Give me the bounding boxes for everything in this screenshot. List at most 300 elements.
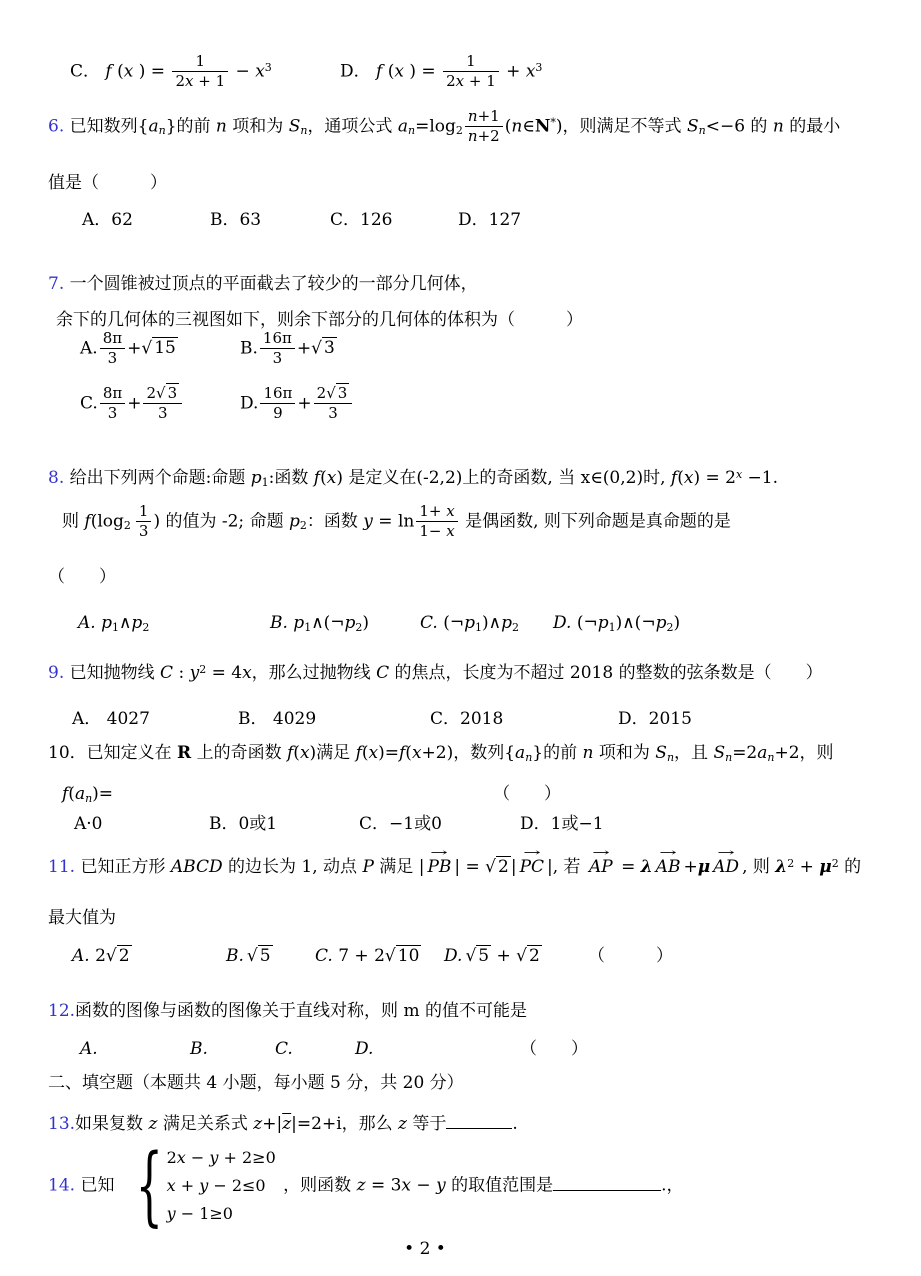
- math-var: n: [467, 107, 478, 125]
- text-run: +2，则: [774, 743, 834, 763]
- q8-line-3: [48, 566, 116, 588]
- text-run: 二、填空题（本题共 4 小题，每小题 5 分，共 20 分）: [48, 1073, 464, 1093]
- q12-paren: [520, 1038, 588, 1060]
- superscript: *: [550, 115, 556, 129]
- q8-option-a: [78, 612, 149, 634]
- subscript: n: [158, 124, 166, 138]
- vector-arrow-icon: →: [523, 846, 541, 860]
- text-run: −: [185, 1148, 210, 1167]
- subscript: 1: [261, 476, 269, 490]
- text-run: ): [362, 613, 370, 633]
- subscript: 2: [455, 124, 463, 138]
- text-run: +: [175, 1175, 200, 1195]
- system-rows: [167, 1148, 276, 1224]
- text-run: ，通项公式: [307, 116, 398, 137]
- text-run: =: [615, 857, 641, 877]
- text-run: 一个圆锥被过顶点的平面截去了较少的一部分几何体，: [69, 274, 478, 294]
- text-run: 的焦点，长度为不超过 2018 的整数的弦条数是（ ）: [389, 663, 823, 683]
- math-var: x: [455, 72, 465, 91]
- text-run: )∧: [481, 613, 502, 633]
- text-run: (¬: [437, 613, 465, 633]
- text-run: |: [418, 857, 425, 877]
- math-var: y: [166, 1203, 176, 1223]
- radical-sign-icon: √: [485, 857, 496, 877]
- vector-arrow-icon: →: [430, 846, 449, 860]
- text-run: )=: [92, 784, 114, 804]
- math-var: p: [250, 468, 262, 488]
- text-run: (: [405, 743, 412, 763]
- fraction-numerator: [443, 53, 499, 71]
- fraction-denominator: [260, 348, 295, 367]
- text-run: +: [296, 338, 312, 359]
- subscript: n: [698, 124, 706, 138]
- vector-arrow-icon: →: [659, 846, 677, 860]
- text-run: +: [491, 946, 517, 966]
- text-run: =log: [415, 116, 456, 137]
- vector-body: PB: [427, 857, 452, 877]
- vector: [713, 846, 740, 878]
- radical-sign-icon: √: [246, 946, 258, 966]
- math-var: f: [287, 743, 294, 763]
- subscript: n: [725, 751, 733, 765]
- brace-mark-icon: {: [135, 1135, 163, 1236]
- text-run: )，则满足不等式: [555, 116, 687, 137]
- text-run: +: [127, 338, 142, 359]
- fraction-numerator: [314, 385, 353, 403]
- fraction: [416, 503, 457, 541]
- math-var: C: [160, 663, 174, 683]
- text-run: 2: [316, 384, 327, 402]
- text-run: A.: [80, 338, 98, 359]
- q8-option-c: [420, 612, 519, 634]
- text-run: 3: [107, 349, 118, 368]
- text-run: D.: [240, 393, 259, 414]
- text-run: (: [111, 61, 124, 82]
- subscript: 2: [299, 519, 307, 533]
- radical: [516, 945, 542, 966]
- question-number: 8.: [48, 468, 70, 488]
- text-run: 函数的图像与函数的图像关于直线对称，则 m 的值不可能是: [75, 1001, 527, 1021]
- text-run: =2: [732, 743, 758, 763]
- math-var: y: [199, 1175, 209, 1195]
- q10-option-b: [209, 813, 277, 835]
- q13-line: [48, 1112, 518, 1135]
- math-var: a: [397, 116, 408, 137]
- q9-option-d: [618, 708, 692, 730]
- text-run: C．: [70, 61, 106, 82]
- text-run: 1: [195, 52, 206, 70]
- superscript: 2: [787, 856, 795, 870]
- math-var: f: [355, 743, 362, 763]
- fraction-denominator: [443, 71, 499, 90]
- page-number: [0, 1238, 850, 1260]
- radicand: 5: [259, 946, 271, 966]
- fraction-numerator: [172, 53, 228, 71]
- text-run: A·0: [74, 814, 103, 834]
- text-run: (: [382, 61, 395, 82]
- fraction-denominator: [172, 71, 228, 90]
- text-run: )∧(¬: [615, 613, 656, 633]
- subscript: n: [666, 751, 675, 765]
- radical-sign-icon: √: [465, 946, 477, 966]
- math-var: a: [757, 743, 768, 763]
- math-var: z: [148, 1114, 158, 1135]
- text-run: }的前: [532, 743, 583, 763]
- text-run: , 则: [742, 857, 776, 877]
- vector-arrow-icon: →: [717, 846, 735, 860]
- q11-option-c: [315, 945, 421, 967]
- text-run: ) 是定义在(-2,2)上的奇函数, 当 x∈(0,2)时,: [336, 468, 671, 488]
- text-run: − 2≤0: [208, 1175, 266, 1195]
- q10-option-a: [74, 813, 103, 835]
- math-var: x: [185, 72, 194, 91]
- subscript: 1: [111, 621, 119, 635]
- text-run: 满足关系式: [157, 1114, 254, 1135]
- text-run: 已知: [75, 1175, 120, 1196]
- radical-sign-icon: √: [311, 338, 322, 359]
- text-run: .，: [661, 1175, 684, 1196]
- radicand: 2: [118, 946, 130, 966]
- text-run: 7 + 2: [332, 946, 385, 966]
- math-var: p: [288, 511, 300, 532]
- question-number: 14.: [48, 1175, 76, 1196]
- vector-body: AB: [655, 857, 681, 877]
- math-bold-var: μ: [819, 857, 832, 877]
- math-var: a: [74, 784, 86, 804]
- text-run: )=: [378, 743, 399, 763]
- superscript: 2: [831, 856, 839, 870]
- text-run: ，那么过抛物线: [251, 663, 377, 683]
- text-run: +: [297, 393, 312, 414]
- text-run: 给出下列两个命题:命题: [69, 468, 251, 488]
- question-number: 7.: [48, 274, 70, 294]
- math-var: C.: [275, 1039, 293, 1059]
- vector-body: AD: [713, 857, 740, 877]
- math-var: x: [394, 61, 404, 82]
- vector: [588, 846, 613, 878]
- subscript: 2: [142, 621, 150, 635]
- q10-option-c: [359, 813, 442, 835]
- text-run: :函数: [268, 468, 314, 488]
- subscript: n: [525, 751, 533, 765]
- text-run: + 1: [193, 72, 226, 91]
- math-var: p: [344, 613, 356, 633]
- text-run: |: [547, 857, 553, 877]
- text-run: 如果复数: [75, 1114, 149, 1135]
- math-var: C.: [420, 613, 438, 633]
- q9-option-c: [430, 708, 503, 730]
- vector-body: AP: [588, 857, 613, 877]
- fraction-denominator: [416, 521, 457, 540]
- text-run: B．0或1: [209, 814, 278, 834]
- subscript: 1: [474, 621, 482, 635]
- text-run: (: [504, 116, 512, 137]
- text-run: (: [293, 743, 300, 763]
- text-run: −: [230, 61, 256, 82]
- fraction-numerator: [465, 108, 503, 126]
- radical-sign-icon: √: [326, 384, 336, 402]
- text-run: D．1或−1: [520, 814, 604, 834]
- radicand: 15: [154, 338, 176, 359]
- math-var: z: [253, 1114, 263, 1135]
- text-run: 的: [838, 857, 862, 877]
- text-run: ) =: [403, 61, 442, 82]
- math-var: A.: [80, 1039, 98, 1059]
- subscript: 1: [304, 621, 312, 635]
- radical: [156, 383, 179, 402]
- subscript: 2: [666, 621, 674, 635]
- q7-option-c: [80, 385, 184, 423]
- text-run: 2: [166, 1148, 177, 1167]
- q7-option-d: [240, 385, 354, 423]
- system-row: [167, 1176, 276, 1197]
- math-var: p: [501, 613, 512, 633]
- radical-sign-icon: √: [156, 384, 166, 402]
- text-run: | =: [454, 857, 486, 877]
- vector: [427, 846, 452, 878]
- text-run: (: [361, 743, 369, 763]
- text-run: +: [127, 393, 142, 414]
- superscript: 3: [535, 60, 543, 74]
- answer-blank: [553, 1174, 661, 1191]
- fraction: [100, 385, 125, 423]
- math-var: B.: [190, 1039, 208, 1059]
- math-var: f: [105, 61, 112, 82]
- text-run: |=2+i，那么: [291, 1114, 399, 1135]
- math-var: x: [446, 502, 455, 520]
- math-var: z: [356, 1175, 366, 1196]
- text-run: B．63: [210, 210, 262, 230]
- vector-arrow-icon: →: [592, 846, 610, 860]
- text-run: ) = 2: [693, 468, 736, 488]
- text-run: A． 4027: [72, 709, 150, 729]
- fraction-denominator: [143, 403, 182, 422]
- text-run: 项和为: [593, 743, 656, 763]
- math-var: f: [84, 511, 91, 532]
- math-var: ABCD: [170, 857, 223, 877]
- fraction-numerator: [260, 330, 295, 348]
- math-var: x: [683, 468, 694, 488]
- text-run: C．2018: [430, 709, 504, 729]
- radical: [106, 945, 132, 966]
- text-run: C.: [80, 393, 98, 414]
- text-run: 的取值范围是: [445, 1175, 554, 1196]
- text-run: (: [677, 468, 684, 488]
- text-run: D．: [340, 61, 377, 82]
- question-number: 12.: [48, 1001, 76, 1021]
- text-run: − 1≥0: [175, 1203, 233, 1223]
- text-run: （ ）: [48, 567, 116, 587]
- subscript: 1: [608, 621, 616, 635]
- math-var: f: [399, 743, 406, 763]
- section-2-header: [48, 1072, 464, 1094]
- text-run: +1: [477, 107, 500, 125]
- superscript: 3: [264, 60, 272, 74]
- answer-blank: [446, 1112, 512, 1129]
- fraction: [143, 385, 182, 423]
- radicand: 2: [498, 857, 509, 877]
- math-bold-var: λ: [775, 857, 788, 877]
- q8-line-1: [48, 467, 778, 489]
- text-run: (¬: [571, 613, 598, 633]
- radical-sign-icon: √: [105, 946, 117, 966]
- text-run: + 1: [464, 72, 496, 91]
- text-run: 2: [446, 72, 456, 91]
- text-run: +: [683, 857, 698, 877]
- vector: [655, 846, 681, 878]
- text-run: +: [500, 61, 526, 82]
- text-run: 1: [138, 502, 149, 520]
- math-var: P: [362, 857, 374, 877]
- fraction-numerator: [260, 385, 295, 403]
- q7-option-a: [80, 330, 178, 368]
- text-run: .: [512, 1114, 518, 1135]
- math-var: x: [166, 1175, 176, 1195]
- text-run: B． 4029: [238, 709, 317, 729]
- q11-line-2: [48, 907, 116, 929]
- q7-line-1: [48, 273, 478, 295]
- q9-option-a: [72, 708, 150, 730]
- text-run: 8π: [102, 384, 123, 402]
- q11-line-1: [48, 846, 862, 878]
- fraction: [260, 330, 295, 368]
- fraction-denominator: [260, 403, 295, 422]
- text-run: 3: [158, 404, 168, 423]
- text-run: ): [673, 613, 681, 633]
- text-run: 的边长为 1, 动点: [222, 857, 363, 877]
- subscript: n: [300, 124, 308, 138]
- fraction-numerator: [100, 330, 125, 348]
- q5-option-d: [340, 53, 542, 91]
- math-var: p: [131, 613, 143, 633]
- text-run: 值是（ ）: [48, 173, 167, 193]
- vector-body: PC: [519, 857, 545, 877]
- radical: [465, 945, 491, 966]
- math-var: x: [255, 61, 265, 82]
- fraction: [443, 53, 499, 91]
- text-run: 1+: [419, 502, 447, 520]
- math-var: z: [398, 1114, 407, 1135]
- text-run: （ ）: [493, 784, 562, 804]
- text-run: 最大值为: [48, 908, 116, 928]
- text-run: (: [68, 784, 75, 804]
- text-run: 2: [89, 946, 106, 966]
- text-run: ，则函数: [277, 1175, 357, 1196]
- q7-line-2: [56, 309, 583, 331]
- question-number: 13.: [48, 1114, 76, 1135]
- q8-option-d: [553, 612, 680, 634]
- math-var: x: [411, 743, 422, 763]
- math-var: x: [176, 1148, 186, 1167]
- text-run: +2: [477, 127, 500, 146]
- q12-option-d: [355, 1038, 373, 1060]
- math-var: B.: [226, 946, 244, 966]
- text-run: +2)，数列{: [421, 743, 516, 763]
- fraction-numerator: [136, 503, 152, 521]
- text-run: <−6 的: [705, 116, 773, 137]
- text-run: +|: [262, 1114, 283, 1135]
- math-var: D.: [553, 613, 572, 633]
- subscript: n: [85, 792, 93, 806]
- q6-option-a: [82, 209, 133, 231]
- text-run: ：函数: [306, 511, 364, 532]
- text-run: （ ）: [520, 1039, 588, 1059]
- q6-line-1: [48, 108, 840, 146]
- text-run: }的前: [165, 116, 216, 137]
- math-var: x: [326, 468, 337, 488]
- math-var: x: [123, 61, 134, 82]
- superscript: 2: [199, 662, 207, 676]
- radical: [326, 383, 349, 402]
- fraction-denominator: [100, 348, 125, 367]
- text-run: C．126: [330, 210, 393, 230]
- radical-sign-icon: √: [384, 946, 396, 966]
- q8-option-b: [270, 612, 369, 634]
- radical: [247, 945, 273, 966]
- fraction: [314, 385, 353, 423]
- text-run: 2: [175, 72, 185, 91]
- math-var: f: [313, 468, 321, 488]
- equation-system: [122, 1135, 276, 1236]
- text-run: 已知正方形: [80, 857, 171, 877]
- q7-option-b: [240, 330, 337, 368]
- question-number: 6.: [48, 116, 70, 137]
- text-run: 已知抛物线: [69, 663, 161, 683]
- math-var: n: [215, 116, 227, 137]
- text-run: −1.: [742, 468, 779, 488]
- radicand: 2: [529, 946, 540, 966]
- math-var: S: [686, 116, 699, 137]
- text-run: , 若: [552, 857, 586, 877]
- text-run: 2: [146, 384, 157, 402]
- text-run: 上的奇函数: [191, 743, 287, 763]
- q11-paren: [588, 945, 673, 967]
- radicand: 3: [167, 384, 178, 402]
- text-run: = 3: [365, 1175, 402, 1196]
- math-var: n: [467, 127, 478, 146]
- system-row: [167, 1204, 276, 1225]
- fraction: [136, 503, 152, 541]
- subscript: 2: [355, 621, 363, 635]
- math-var: f: [62, 784, 69, 804]
- text-run: 3: [272, 349, 283, 368]
- radical: [141, 337, 177, 358]
- math-bold: R: [177, 743, 192, 763]
- math-var: x: [299, 743, 310, 763]
- radicand: 10: [397, 946, 420, 966]
- fraction: [172, 53, 228, 91]
- text-run: C．−1或0: [359, 814, 442, 834]
- text-run: 8π: [102, 329, 123, 347]
- q11-option-d: [444, 945, 542, 967]
- math-var: B. p: [270, 613, 305, 633]
- text-run: 9: [273, 404, 283, 423]
- q12-option-c: [275, 1038, 293, 1060]
- math-var: C: [376, 663, 390, 683]
- math-var: a: [515, 743, 526, 763]
- subscript: 2: [123, 519, 131, 533]
- radical: [385, 945, 421, 966]
- text-run: 已知数列{: [69, 116, 149, 137]
- q11-option-a: [72, 945, 132, 967]
- math-var: y: [363, 511, 373, 532]
- math-var: x: [368, 743, 379, 763]
- superscript: x: [735, 467, 743, 481]
- text-run: + 2≥0: [218, 1148, 276, 1167]
- math-var: x: [242, 663, 252, 683]
- text-run: 则: [62, 511, 85, 532]
- math-var: D.: [355, 1039, 374, 1059]
